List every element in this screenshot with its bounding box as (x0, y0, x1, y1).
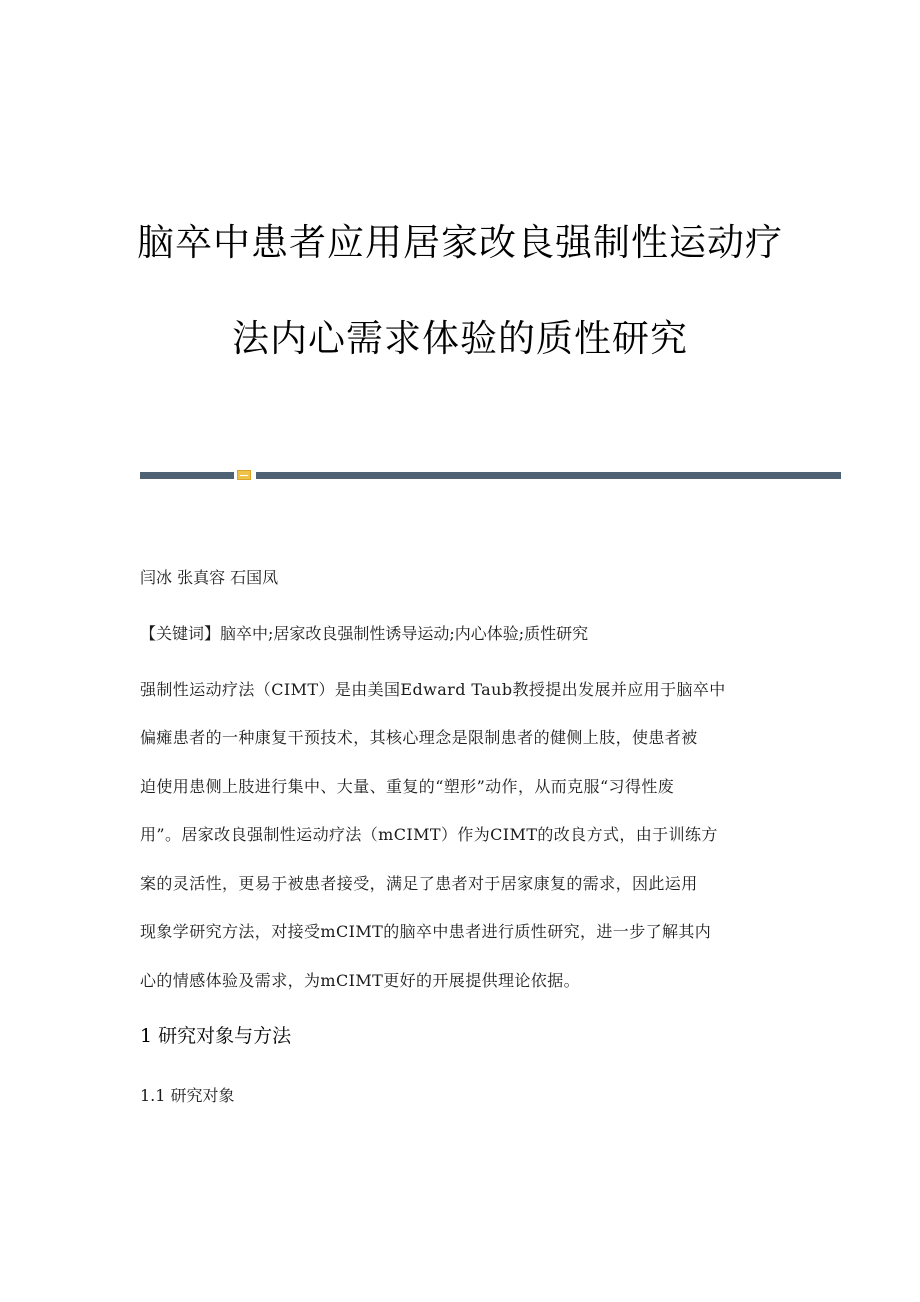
divider-bar-left (140, 472, 234, 479)
document-title-line-1: 脑卒中患者应用居家改良强制性运动疗 (137, 221, 783, 264)
authors: 闫冰 张真容 石国凤 (140, 568, 279, 587)
paragraph-line: 用”。居家改良强制性运动疗法（mCIMT）作为CIMT的改良方式，由于训练方 (140, 825, 718, 844)
paragraph-line: 案的灵活性，更易于被患者接受，满足了患者对于居家康复的需求，因此运用 (140, 874, 698, 893)
divider-bar-right (256, 472, 841, 479)
subsection-heading: 1.1 研究对象 (140, 1086, 235, 1105)
document-title-line-2: 法内心需求体验的质性研究 (232, 317, 688, 360)
divider-ornament-icon (237, 470, 251, 480)
paragraph-line: 心的情感体验及需求，为mCIMT更好的开展提供理论依据。 (140, 971, 580, 990)
title-divider (140, 470, 841, 480)
paragraph-line: 现象学研究方法，对接受mCIMT的脑卒中患者进行质性研究，进一步了解其内 (140, 922, 712, 941)
keywords: 【关键词】脑卒中;居家改良强制性诱导运动;内心体验;质性研究 (140, 624, 589, 643)
section-heading: 1 研究对象与方法 (140, 1025, 292, 1047)
paragraph-line: 迫使用患侧上肢进行集中、大量、重复的“塑形”动作，从而克服“习得性废 (140, 777, 675, 796)
paragraph-line: 强制性运动疗法（CIMT）是由美国Edward Taub教授提出发展并应用于脑卒中 (140, 680, 726, 699)
paragraph-line: 偏瘫患者的一种康复干预技术，其核心理念是限制患者的健侧上肢，使患者被 (140, 728, 698, 747)
